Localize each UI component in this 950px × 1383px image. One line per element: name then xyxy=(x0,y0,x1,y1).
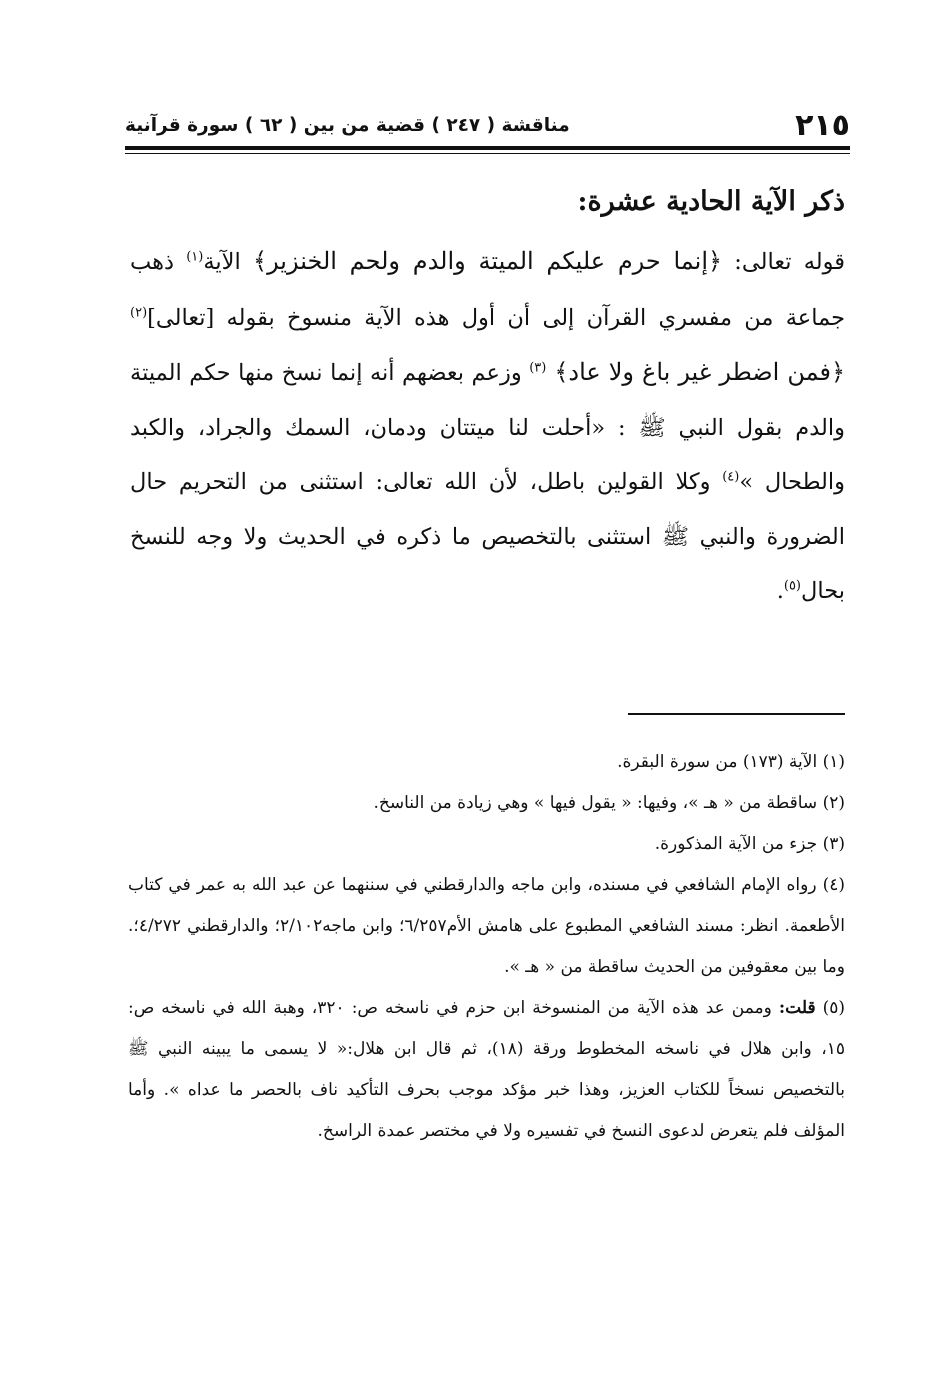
footnote-number: (٥) xyxy=(815,998,845,1018)
page-number: ٢١٥ xyxy=(795,108,850,143)
footnote-text: وممن عد هذه الآية من المنسوخة ابن حزم في ناسخه ص: ٣٢٠، وهبة الله في ناسخه ص: ١٥، وابن هلال في ناسخه المخطوط ورقة (١٨)، ثم قال ابن هلال:« لا يسمى ما يبينه النبي ﷺ بالتخصيص نسخاً للكتاب العزيز، وهذا خبر مؤكد موجب بحرف التأكيد ناف بالحصر ما عداه ». وأما المؤلف فلم يتعرض لدعوى النسخ في تفسيره ولا في مختصر عمدة الراسخ. xyxy=(128,998,845,1141)
section-heading: ذكر الآية الحادية عشرة: xyxy=(577,186,845,217)
text-run: ذهب جماعة من مفسري القرآن إلى أن أول هذه الآية منسوخ بقوله [تعالى] xyxy=(130,249,845,331)
footnote-separator xyxy=(628,713,845,715)
footnote-2: (٢) ساقطة من « هـ »، وفيها: « يقول فيها » وهي زيادة من الناسخ. xyxy=(373,793,845,813)
text-run: . xyxy=(776,578,784,604)
footnote-4: (٤) رواه الإمام الشافعي في مسنده، وابن ماجه والدارقطني في سننهما عن عبد الله به عمر في كتاب الأطعمة. انظر: مسند الشافعي المطبوع على هامش الأم٦/٢٥٧؛ وابن ماجه٢/١٠٢؛ والدارقطني ٤/٢٧٢؛. وما بين معقوفين من الحديث ساقطة من « هـ ». xyxy=(128,875,845,977)
quran-quote: ﴿فمن اضطر غير باغ ولا عاد﴾ xyxy=(546,358,845,386)
page-header xyxy=(125,108,850,148)
footnote-ref: (١) xyxy=(186,249,204,265)
footnotes xyxy=(128,742,845,1152)
footnote-3: (٣) جزء من الآية المذكورة. xyxy=(654,834,845,854)
main-text xyxy=(130,180,845,619)
footnote-label: قلت: xyxy=(778,998,816,1018)
text-run: وزعم بعضهم أنه إنما نسخ منها حكم الميتة والدم بقول النبي ﷺ : «أحلت لنا ميتتان ودمان، السمك والجراد، والكبد والطحال » xyxy=(130,360,845,495)
footnote-ref: (٣) xyxy=(529,360,547,376)
footnote-ref: (٤) xyxy=(722,469,740,485)
footnote-ref: (٢) xyxy=(130,305,148,320)
footnote-5 xyxy=(128,988,845,1152)
header-rule-thin xyxy=(125,153,850,154)
header-rule-thick xyxy=(125,146,850,150)
text-run: وكلا القولين باطل، لأن الله تعالى: استثنى من التحريم حال الضرورة والنبي ﷺ استثنى بالتخصيص ما ذكره في الحديث ولا وجه للنسخ بحال xyxy=(130,469,845,604)
quran-quote: ﴿إنما حرم عليكم الميتة والدم ولحم الخنزير﴾ xyxy=(253,247,723,275)
text-run: الآية xyxy=(203,249,253,275)
running-title: مناقشة ( ٢٤٧ ) قضية من بين ( ٦٢ ) سورة قرآنية xyxy=(125,115,570,136)
footnote-1: (١) الآية (١٧٣) من سورة البقرة. xyxy=(617,752,845,772)
text-run: قوله تعالى: xyxy=(722,249,846,275)
body-paragraph xyxy=(130,234,845,619)
footnote-ref: (٥) xyxy=(783,578,801,594)
